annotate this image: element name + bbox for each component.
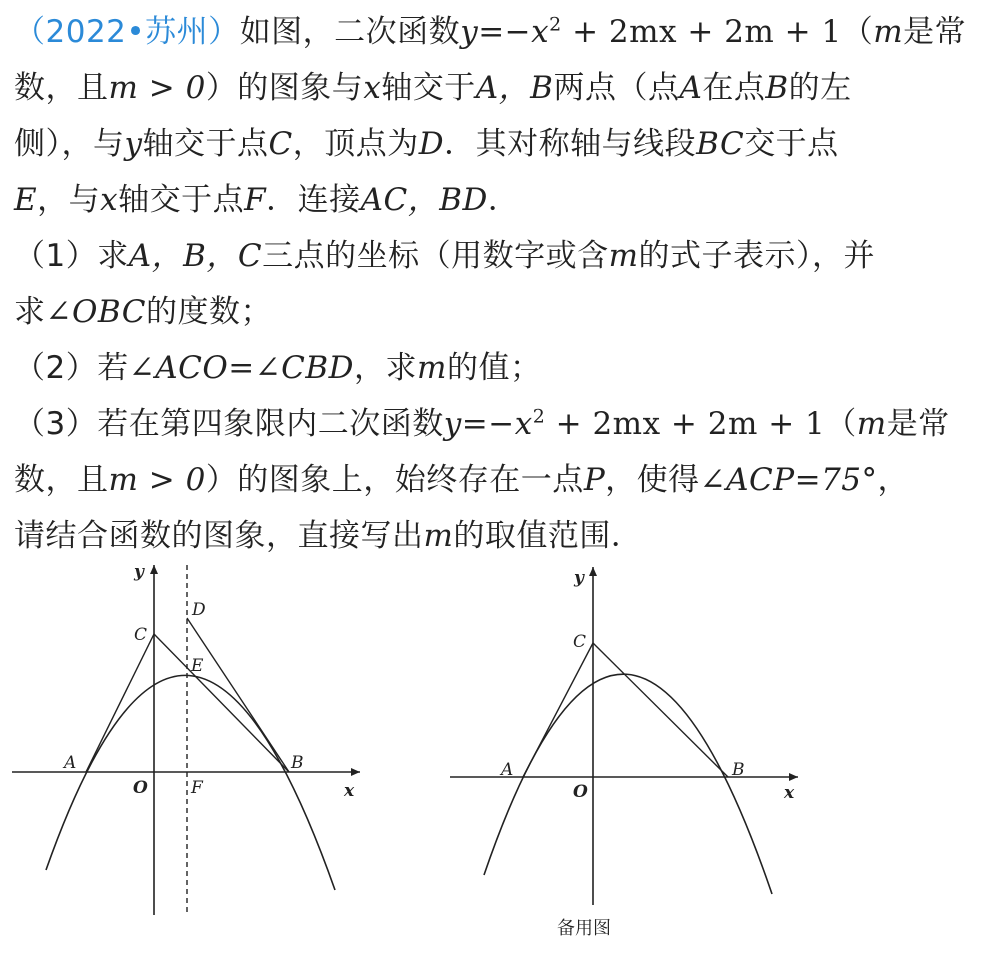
segment-ac-line bbox=[523, 643, 593, 777]
label-c: C bbox=[134, 625, 148, 645]
points-abc: A，B，C bbox=[128, 238, 263, 274]
intro-text: ．其对称轴与线段 bbox=[444, 126, 697, 162]
angle-acp: ∠ACP=75° bbox=[699, 462, 878, 498]
point-p: P bbox=[583, 462, 606, 498]
q1-text: 的式子表示），并 bbox=[638, 238, 876, 274]
q3-text: ）的图象上，始终存在一点 bbox=[205, 462, 584, 498]
func-exponent: 2 bbox=[532, 405, 546, 428]
intro-text: 两点（点 bbox=[553, 70, 680, 106]
q3-text: 请结合函数的图象，直接写出 bbox=[14, 518, 424, 554]
func-x: x bbox=[531, 14, 550, 50]
func-rest: + 2mx + 2m + 1 bbox=[561, 14, 842, 50]
func-x: x bbox=[514, 406, 533, 442]
intro-text: 的左 bbox=[788, 70, 852, 106]
q2-text: （2）若 bbox=[14, 350, 129, 386]
label-d: D bbox=[192, 600, 206, 620]
q3-text: （ bbox=[825, 406, 857, 442]
figure-2 bbox=[440, 555, 820, 950]
question-1-line-2 bbox=[14, 284, 974, 340]
figure-1 bbox=[0, 555, 400, 925]
var-m: m bbox=[608, 238, 639, 274]
segment-bc: BC bbox=[696, 126, 745, 162]
label-a: A bbox=[64, 753, 77, 773]
q3-text: ，使得 bbox=[605, 462, 700, 498]
intro-text: ．连接 bbox=[266, 182, 361, 218]
angle-equation: ∠ACO=∠CBD bbox=[128, 350, 355, 386]
segment-bd-line bbox=[187, 618, 289, 772]
problem-text bbox=[14, 4, 974, 564]
var-y: y bbox=[124, 126, 143, 162]
intro-text: 是常 bbox=[903, 14, 967, 50]
intro-text: 交于点 bbox=[744, 126, 839, 162]
points-ab: A，B bbox=[475, 70, 554, 106]
figure-caption: 备用图 bbox=[557, 918, 611, 939]
label-b: B bbox=[732, 760, 745, 780]
var-m: m bbox=[856, 406, 887, 442]
segments-ac-bd: AC，BD bbox=[360, 182, 488, 218]
angle-obc: ∠OBC bbox=[45, 294, 146, 330]
parabola-curve bbox=[484, 674, 772, 894]
intro-text: ，与 bbox=[37, 182, 101, 218]
var-x: x bbox=[100, 182, 119, 218]
cond-m-positive: m > 0 bbox=[108, 462, 206, 498]
func-rest: + 2mx + 2m + 1 bbox=[545, 406, 826, 442]
figure-2-svg bbox=[440, 555, 820, 950]
figure-1-svg bbox=[0, 555, 400, 925]
q2-text: ，求 bbox=[354, 350, 418, 386]
func-eq: =− bbox=[461, 406, 515, 442]
segment-ac-line bbox=[86, 634, 154, 772]
q1-text: 的度数； bbox=[145, 294, 272, 330]
intro-text: 如图，二次函数 bbox=[239, 14, 461, 50]
intro-text: 侧），与 bbox=[14, 126, 125, 162]
label-o: O bbox=[573, 782, 588, 802]
question-1-line-1 bbox=[14, 228, 974, 284]
segment-bc-line bbox=[154, 634, 289, 772]
label-x: x bbox=[784, 783, 795, 803]
func-y: y bbox=[460, 14, 479, 50]
q3-text: 的取值范围． bbox=[453, 518, 643, 554]
intro-text: 轴交于 bbox=[381, 70, 476, 106]
question-3-line-1 bbox=[14, 396, 974, 452]
intro-text: ）的图象与 bbox=[205, 70, 364, 106]
q3-text: ， bbox=[877, 462, 910, 498]
var-m: m bbox=[873, 14, 904, 50]
segment-bc-line bbox=[593, 643, 728, 777]
var-x: x bbox=[363, 70, 382, 106]
q1-text: 三点的坐标（用数字或含 bbox=[262, 238, 609, 274]
label-y: y bbox=[574, 568, 584, 588]
label-f: F bbox=[191, 778, 203, 798]
q1-text: （1）求 bbox=[14, 238, 129, 274]
problem-line-3 bbox=[14, 116, 974, 172]
point-a: A bbox=[679, 70, 703, 106]
func-exponent: 2 bbox=[549, 13, 562, 36]
point-e: E bbox=[14, 182, 38, 218]
func-eq: =− bbox=[478, 14, 532, 50]
q3-text: 是常 bbox=[886, 406, 950, 442]
intro-text: 在点 bbox=[702, 70, 766, 106]
problem-line-2 bbox=[14, 60, 974, 116]
cond-m-positive: m > 0 bbox=[108, 70, 206, 106]
var-m: m bbox=[417, 350, 447, 386]
intro-text: 数，且 bbox=[14, 70, 109, 106]
question-3-line-2 bbox=[14, 452, 974, 508]
intro-text: 轴交于点 bbox=[118, 182, 245, 218]
point-b: B bbox=[765, 70, 789, 106]
label-a: A bbox=[501, 760, 514, 780]
q2-text: 的值； bbox=[446, 350, 542, 386]
question-2-line bbox=[14, 340, 974, 396]
intro-text: 轴交于点 bbox=[142, 126, 269, 162]
func-y: y bbox=[443, 406, 462, 442]
label-y: y bbox=[134, 562, 144, 582]
label-o: O bbox=[133, 778, 148, 798]
intro-text: ． bbox=[487, 182, 520, 218]
label-x: x bbox=[344, 781, 355, 801]
q3-text: 数，且 bbox=[14, 462, 109, 498]
point-d: D bbox=[418, 126, 445, 162]
paren-open: （ bbox=[841, 14, 874, 50]
intro-text: ，顶点为 bbox=[292, 126, 419, 162]
point-c: C bbox=[268, 126, 293, 162]
q3-text: （3）若在第四象限内二次函数 bbox=[14, 406, 444, 442]
var-m: m bbox=[423, 518, 454, 554]
problem-line-4 bbox=[14, 172, 974, 228]
problem-source: （2022•苏州） bbox=[14, 14, 240, 50]
q1-text: 求 bbox=[14, 294, 46, 330]
point-f: F bbox=[244, 182, 267, 218]
label-c: C bbox=[573, 632, 587, 652]
label-e: E bbox=[191, 656, 204, 676]
problem-line-1 bbox=[14, 4, 974, 60]
label-b: B bbox=[291, 753, 304, 773]
